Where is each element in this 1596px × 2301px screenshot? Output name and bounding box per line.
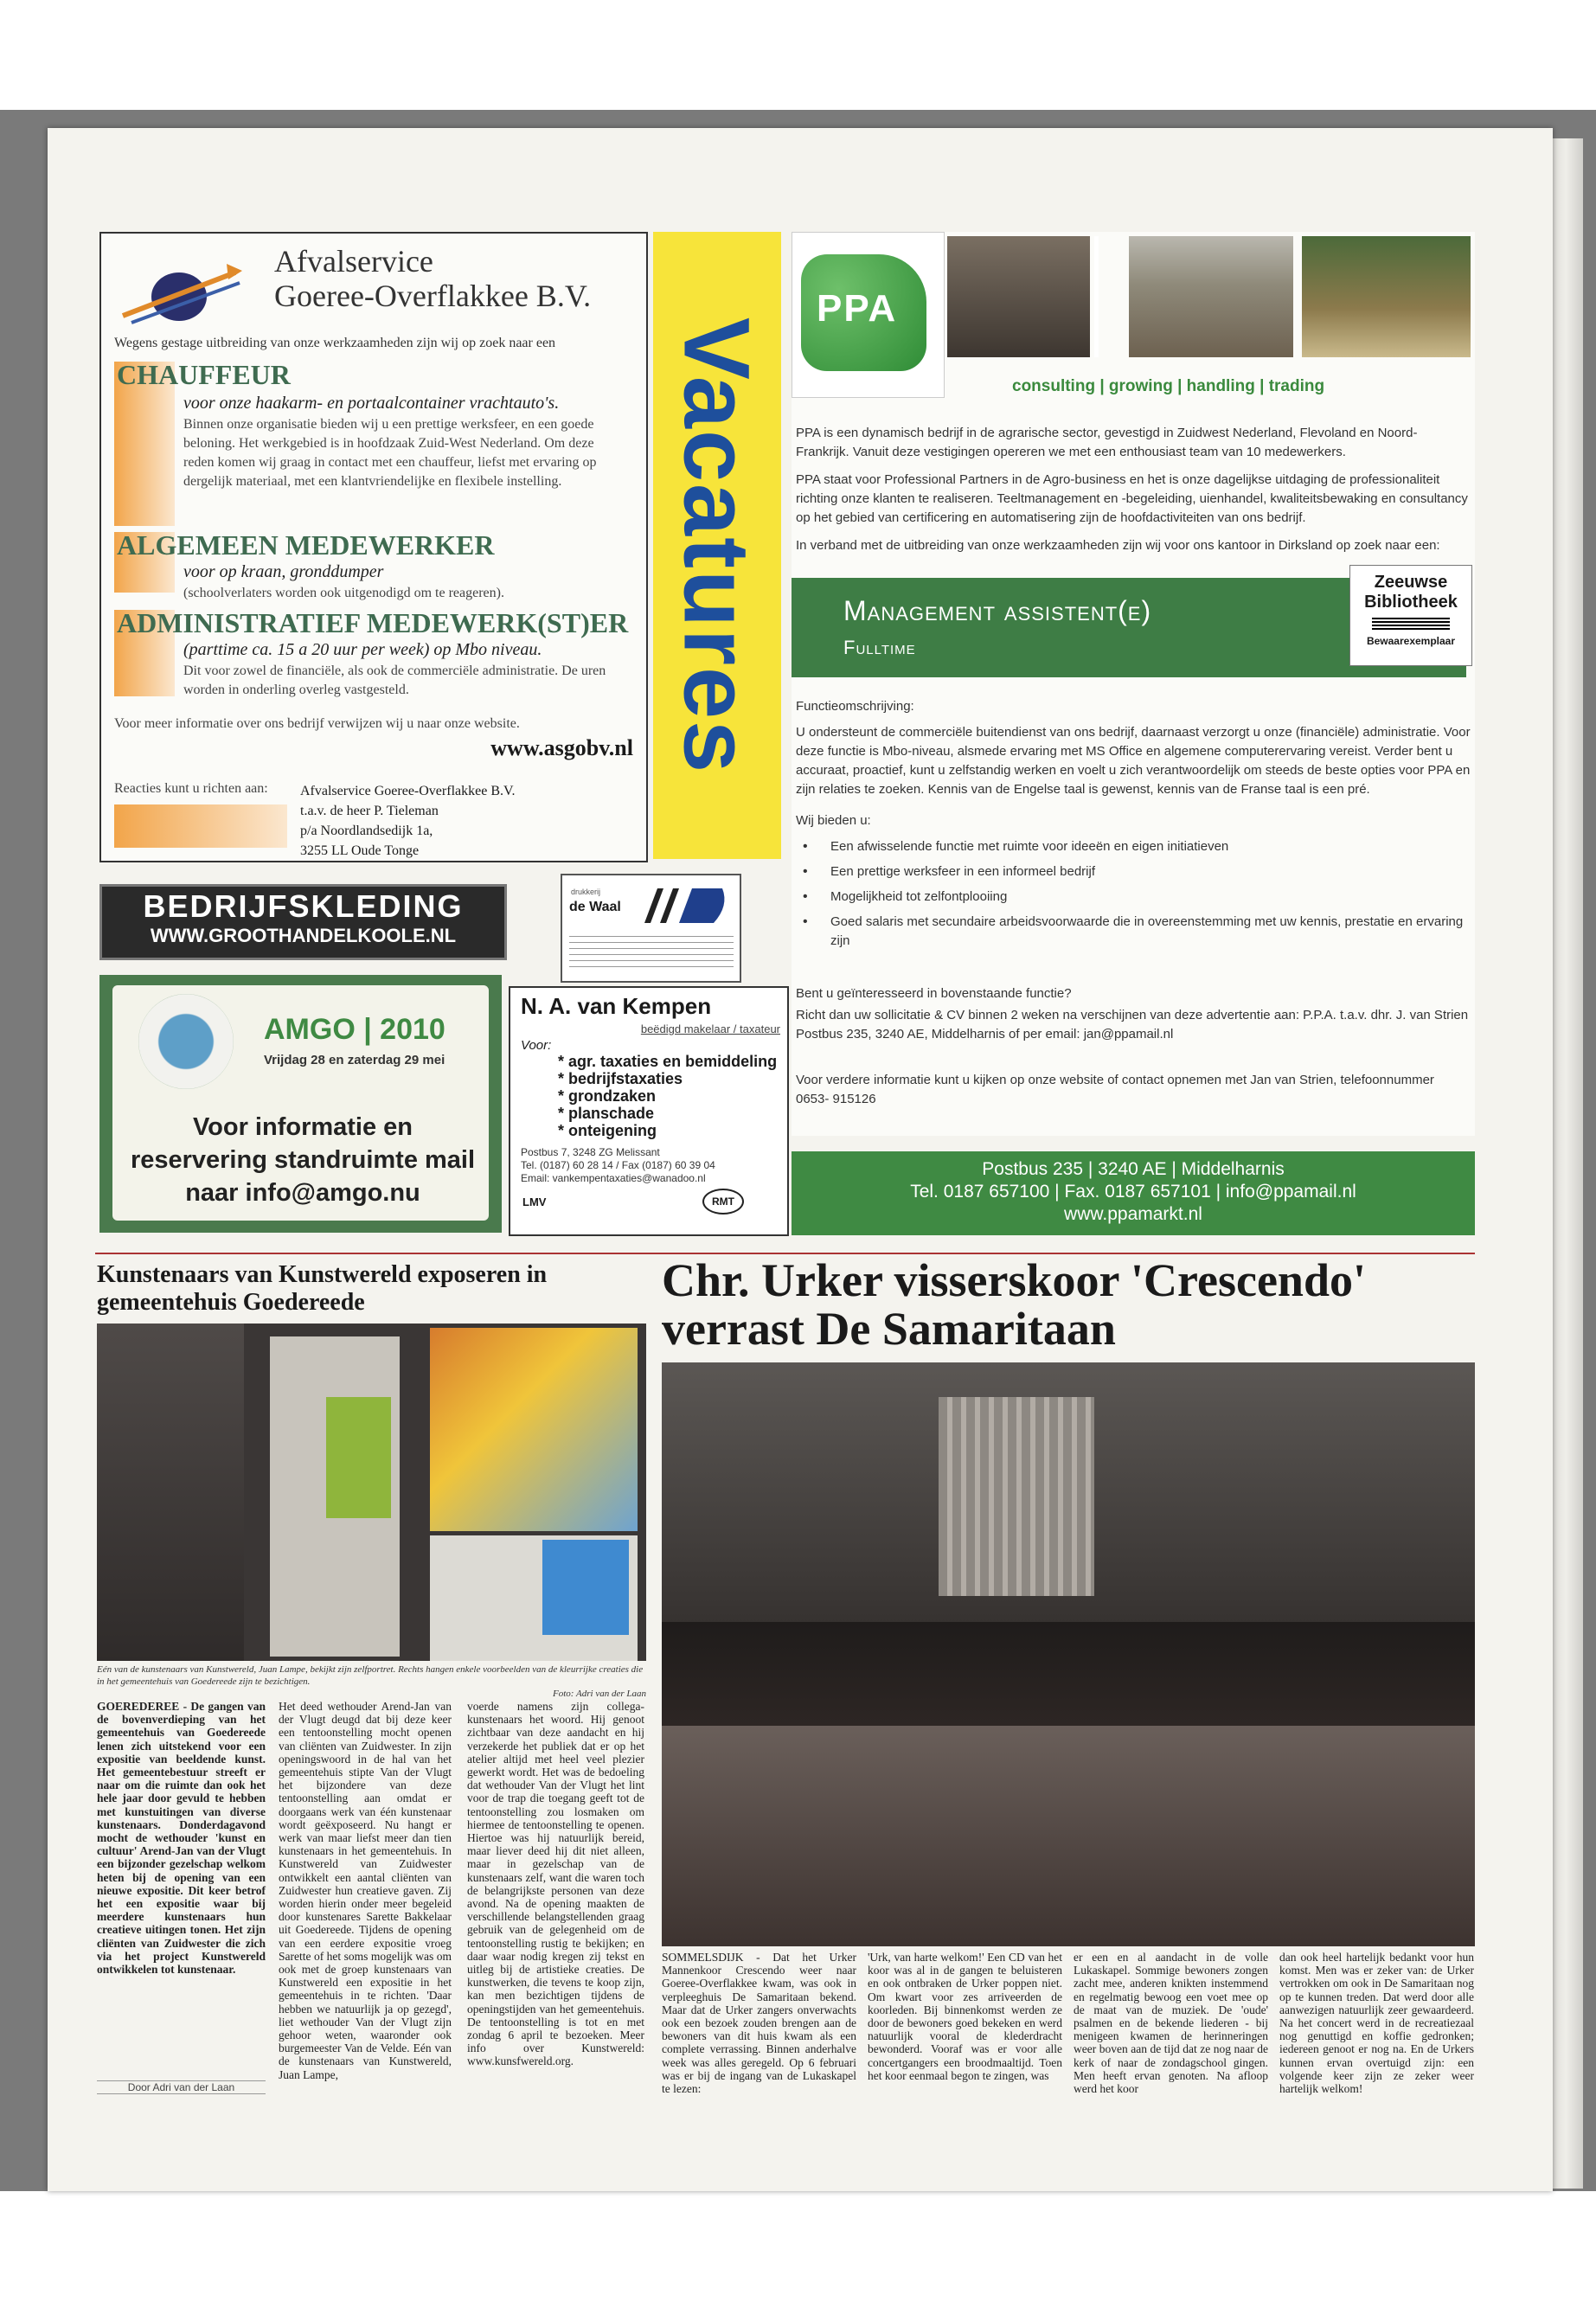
job1-body: Binnen onze organisatie bieden wij u een prettige werksfeer, en een goede beloning. Het werkgebied is in hoofdzaak Zuid-West Nederland. Om deze reden komen wij graag in contact met een chauffeur, liefst met ervaring op dergelijk materiaal, met een klantvriendelijke en flexibele instelling.: [183, 417, 597, 489]
job2-sub: voor op kraan, gronddumper: [183, 562, 384, 581]
photo-field: [1129, 236, 1293, 357]
job1-sub: voor onze haakarm- en portaalcontainer vrachtauto's.: [183, 394, 560, 413]
photo-artwork: [430, 1328, 638, 1531]
waal-logo-icon: [636, 884, 731, 932]
article2-col1: SOMMELSDIJK - Dat het Urker Mannenkoor Crescendo weer naar Goeree-Overflakkee kwam, was ook in verpleeghuis De Samaritaan bekend. Maar dat de Urker zangers onverwachts ook een bezoek zouden brengen aan de bewoners van dit huis kwam als een complete verrassing. Binnen anderhalve week was alles geregeld. Op 6 februari was er bij de ingang van de Lukaskapel te lezen:: [662, 1951, 856, 2096]
drukkerij-ad: [561, 874, 741, 983]
afvalservice-brand: [274, 244, 591, 313]
kempen-name: N. A. van Kempen: [521, 993, 712, 1019]
article2-photo: [662, 1362, 1475, 1946]
address-line: p/a Noordlandsedijk 1a,: [300, 824, 433, 838]
caption-text: Eén van de kunstenaars van Kunstwereld, Juan Lampe, bekijkt zijn zelfportret. Rechts hangen enkele voorbeelden van de kleurrijke creaties die in het gemeentehuis van Goedereede zijn te bezichtigen.: [97, 1664, 644, 1687]
address-line: Postbus 7, 3248 ZG Melissant: [521, 1146, 660, 1158]
list-item: • Mogelijkheid tot zelfontplooiing: [796, 888, 1471, 907]
photo-onions: [1302, 236, 1471, 357]
address-line: Email: vankempentaxaties@wanadoo.nl: [521, 1172, 706, 1184]
afvalservice-ad: [99, 232, 648, 862]
job3-title: ADMINISTRATIEF MEDEWERK(ST)ER: [117, 607, 629, 638]
job2-body: (schoolverlaters worden ook uitgenodigd om te reageren).: [183, 586, 504, 600]
job1-title: CHAUFFEUR: [117, 359, 291, 390]
amgo-info: Voor informatie en reservering standruimte mail naar info@amgo.nu: [130, 1113, 476, 1207]
photo-person: [97, 1324, 244, 1661]
address-line: Tel. (0187) 60 28 14 / Fax (0187) 60 39 04: [521, 1159, 715, 1171]
footer-line-3[interactable]: www.ppamarkt.nl: [1064, 1204, 1202, 1224]
article1-photo: [97, 1324, 646, 1661]
kempen-address: [521, 1146, 715, 1185]
list-item: • Goed salaris met secundaire arbeidsvoorwaarde die in overeenstemming met uw kennis, prestatie en ervaring zijn: [796, 913, 1471, 951]
paper-edge: [1548, 138, 1583, 2189]
amgo-seal-icon: [138, 994, 234, 1089]
photo-painting: [326, 1397, 391, 1518]
article2-col2: 'Urk, van harte welkom!' Een CD van het koor was al in de gangen te beluisteren en ook ontbraken de Urker poppen niet. Om kwart voor zes arriveerden de koorleden. Bij binnenkomst werden ze door de bewoners goed bekeken en werd natuurlijk vooral de klederdracht bewonderd. Vooraf was er voor alle concertgangers een broodmaaltijd. Toen het koor eenmaal begon te zingen, was: [868, 1951, 1062, 2082]
question: Bent u geïnteresseerd in bovenstaande functie?: [796, 986, 1072, 1001]
waal-small: drukkerij: [571, 888, 601, 896]
contact-lines: [569, 936, 734, 971]
brand-line-2: Goeree-Overflakkee B.V.: [274, 279, 592, 313]
photo-organ: [939, 1397, 1094, 1596]
ppa-p2: PPA staat voor Professional Partners in de Agro-business en het is onze dagelijkse uitdaging de professionaliteit richting onze klanten te realiseren. Teeltmanagement en -begeleiding, uienhandel, kwaliteitsbewaking en consultancy op het gebied van certificering en automatisering zijn de hoofdactiviteiten van ons bedrijf.: [796, 472, 1468, 525]
job2-title: ALGEMEEN MEDEWERKER: [117, 529, 495, 561]
orange-gradient: [114, 804, 287, 848]
job-type: Fulltime: [843, 637, 916, 658]
footer-line-2: Tel. 0187 657100 | Fax. 0187 657101 | info@ppamail.nl: [910, 1182, 1356, 1202]
kempen-title: beëdigd makelaar / taxateur: [640, 1022, 780, 1035]
rmt-logo: RMT: [702, 1189, 744, 1215]
asgo-address: [300, 781, 515, 861]
func-text: U ondersteunt de commerciële buitendienst van ons bedrijf, daarnaast verzorgt u onze (financiële) administratie. Voor deze functie is Mbo-niveau, alsmede ervaring met MS Office en algemene computerervaring vereist. Verder bent u accuraat, proactief, kunt u zelfstandig werken en voelt u zich verantwoordelijk om steeds de beste opties voor PPA en zijn relaties te zoeken. Kennis van de Engelse taal is gewenst, kennis van de Franse taal is een pré.: [796, 725, 1471, 797]
barcode-icon: [1372, 618, 1450, 630]
vacatures-banner: [653, 232, 781, 859]
stamp-line-1: Zeeuwse: [1374, 573, 1448, 592]
list-item: • Een afwisselende functie met ruimte voor ideeën en eigen initiatieven: [796, 837, 1471, 856]
vacatures-title: Vacatures: [664, 317, 770, 774]
ppa-p1: PPA is een dynamisch bedrijf in de agrarische sector, gevestigd in Zuidwest Nederland, Flevoland en Noord-Frankrijk. Vanuit deze vestigingen opereren we met een enthousiast team van 10 medewerkers.: [796, 426, 1418, 459]
kempen-voor: Voor:: [521, 1038, 552, 1053]
ppa-footer: [792, 1151, 1475, 1235]
func-label: Functieomschrijving:: [796, 699, 914, 714]
article1-lead: GOEREDEREE - De gangen van de bovenverdieping van het gemeentehuis van Goedereede lenen zich uitstekend voor een expositie van beeldende kunst. Het gemeentebestuur streeft er naar om die ruimte dan ook het hele jaar door gevuld te hebben met kunstuitingen van diverse kunstenaars. Donderdagavond mocht de wethouder 'kunst en cultuur' Arend-Jan van der Vlugt een bijzonder gezelschap welkom heten bij de opening van een nieuwe expositie. Dit keer betrof het een expositie waar bij meerdere kunstenaars hun creatieve uitingen tonen. Het zijn cliënten van Zuidwester die zich via het project Kunstwereld ontwikkelen tot kunstenaar.: [97, 1700, 266, 1977]
article1-col3: voerde namens zijn collega-kunstenaars het woord. Hij genoot zichtbaar van deze aandacht en hij verzekerde het publiek dat er op het atelier altijd met heel veel plezier gewerkt wordt. Het was de bedoeling dat wethouder Van der Vlugt het lint voor de trap die toegang geeft tot de tentoonstelling zou losmaken om hiermee de tentoonstelling te openen. Hiertoe was hij natuurlijk bereid, maar liever deed hij dit niet alleen, maar in gezelschap van de kunstenaars zelf, want die waren toch de belangrijkste personen van deze avond. Na de opening maakten de verschillende belangstellenden graag gebruik van de gelegenheid om de tentoonstelling rustig te bekijken; en daar waar nodig kregen zij tekst en uitleg bij de artistieke creaties. De kunstwerken, die tevens te koop zijn, kan men bezichtigen tijdens de openingstijden van het gemeentehuis. De tentoonstelling is tot en met zondag 6 april te bezoeken. Meer info over Kunstwereld: www.kunsfwereld.org.: [467, 1700, 644, 2068]
waal-name: de Waal: [569, 900, 621, 914]
job-title: Management assistent(e): [843, 595, 1152, 626]
list-item: * agr. taxaties en bemiddeling: [558, 1053, 777, 1070]
job3-body: Dit voor zowel de financiële, als ook de commerciële administratie. De uren worden in onderling overleg vastgesteld.: [183, 663, 606, 697]
photo-choir: [662, 1622, 1475, 1726]
amgo-panel: [112, 985, 489, 1221]
kleding-url[interactable]: WWW.GROOTHANDELKOOLE.NL: [150, 925, 457, 946]
kleding-title: BEDRIJFSKLEDING: [143, 888, 464, 924]
photo-divider: [1094, 236, 1099, 357]
list-item: * onteigening: [558, 1122, 777, 1139]
more-info: Voor meer informatie over ons bedrijf verwijzen wij u naar onze website.: [114, 716, 520, 731]
ppa-p3: In verband met de uitbreiding van onze werkzaamheden zijn wij voor ons kantoor in Dirksland op zoek naar een:: [796, 538, 1440, 553]
article1-caption: [97, 1663, 646, 1700]
photo-audience: [662, 1726, 1475, 1946]
article1-byline: Door Adri van der Laan: [97, 2080, 266, 2094]
react-label: Reacties kunt u richten aan:: [114, 781, 268, 796]
list-item: * planschade: [558, 1105, 777, 1122]
bedrijfskleding-ad: [99, 884, 507, 960]
article2-headline: Chr. Urker visserskoor 'Crescendo' verrast De Samaritaan: [662, 1254, 1366, 1355]
apply-text: Richt dan uw sollicitatie & CV binnen 2 weken na verschijnen van deze advertentie aan: P.P.A. t.a.v. dhr. J. van Strien Postbus 235, 3240 AE, Middelharnis of per email: jan@ppamail.nl: [796, 1008, 1469, 1042]
photo-worker: [947, 236, 1090, 357]
stamp-line-2: Bibliotheek: [1364, 593, 1458, 612]
ppa-nav: consulting | growing | handling | trading: [1012, 377, 1325, 395]
article1-col2: Het deed wethouder Arend-Jan van der Vlugt deugd dat bij deze keer een tentoonstelling mocht openen van cliënten van Zuidwester. In zijn openingswoord in de hal van het gemeentehuis stipte Van der Vlugt het bijzondere van deze tentoonstelling aan omdat er doorgaans werk van één kunstenaar wordt geëxposeerd. Nu hangt er werk van maar liefst meer dan tien kunstenaars in het gemeentehuis. In Kunstwereld van Zuidwester ontwikkelt een aantal cliënten van Zuidwester hun creatieve gaven. Zij worden hierin onder meer begeleid door kunstenares Sarette Bakkelaar uit Goedereede. Tijdens de opening van een eerdere expositie vroeg Sarette of het soms mogelijk was om ook met de groep kunstenaars van Kunstwereld een expositie in het gemeentehuis in te richten. 'Daar hebben we natuurlijk ja op gezegd', liet wethouder Van der Vlugt zijn gehoor weten, waaronder ook burgemeester Van de Velde. Eén van de kunstenaars van Kunstwereld, Juan Lampe,: [279, 1700, 452, 2081]
photo-credit: Foto: Adri van der Laan: [553, 1689, 646, 1699]
footer-line-1: Postbus 235 | 3240 AE | Middelharnis: [982, 1159, 1285, 1179]
afvalservice-logo: [114, 255, 244, 329]
ppa-logo-area: [792, 232, 945, 398]
address-line: t.a.v. de heer P. Tieleman: [300, 804, 439, 818]
ppa-logo: [801, 254, 926, 371]
offer-list: [796, 837, 1471, 957]
ppa-ad: [792, 232, 1475, 1224]
kempen-services: [558, 1053, 777, 1139]
list-item: * bedrijfstaxaties: [558, 1070, 777, 1087]
article2-col3: er een en al aandacht in de volle Lukaskapel. Sommige bewoners zongen zacht mee, anderen knikten instemmend en regelmatig bewoog een voet mee op de maat van de muziek. De 'oude' psalmen en de bekende liederen - bij menigeen kwamen de herinneringen weer boven aan de tijd dat ze nog naar de kerk of naar de zondagschool gingen. Men heeft ervan genoten. Na afloop werd het koor: [1074, 1951, 1268, 2096]
more-text: Voor verdere informatie kunt u kijken op onze website of contact opnemen met Jan van Strien, telefoonnummer 0653- 915126: [796, 1073, 1434, 1106]
list-item: • Een prettige werksfeer in een informeel bedrijf: [796, 862, 1471, 881]
photo-painting: [542, 1540, 629, 1635]
asgo-website[interactable]: www.asgobv.nl: [490, 735, 633, 760]
amgo-date: Vrijdag 28 en zaterdag 29 mei: [264, 1053, 445, 1067]
job3-sub: (parttime ca. 15 a 20 uur per week) op Mbo niveau.: [183, 640, 542, 659]
list-item: * grondzaken: [558, 1087, 777, 1105]
article1-headline: Kunstenaars van Kunstwereld exposeren in gemeentehuis Goedereede: [97, 1261, 548, 1316]
address-line: 3255 LL Oude Tonge: [300, 843, 420, 858]
kempen-ad: [509, 986, 789, 1236]
offer-label: Wij bieden u:: [796, 813, 871, 828]
library-stamp: [1349, 565, 1472, 666]
brand-line-1: Afvalservice: [274, 244, 433, 279]
ad-intro: Wegens gestage uitbreiding van onze werkzaamheden zijn wij op zoek naar een: [114, 336, 556, 350]
address-line: Afvalservice Goeree-Overflakkee B.V.: [300, 784, 516, 798]
ppa-logo-text: PPA: [817, 287, 898, 330]
amgo-ad: [99, 975, 502, 1233]
stamp-line-3: Bewaarexemplaar: [1366, 635, 1456, 647]
lmv-logo: LMV: [522, 1195, 547, 1208]
article2-col4: dan ook heel hartelijk bedankt voor hun komst. Men was er zeker van: de Urker vertrokken om ook in De Samaritaan nog op te kunnen treden. Dat werd door alle aanwezigen natuurlijk zeer gewaardeerd. Na het concert werd in de recreatiezaal nog genuttigd en koffie gedronken; iedereen genoot er nog na. En de Urkers kunnen ervan overtuigd zijn: een volgende keer zijn ze zeker weer hartelijk welkom!: [1279, 1951, 1474, 2096]
amgo-name: AMGO | 2010: [264, 1013, 445, 1046]
